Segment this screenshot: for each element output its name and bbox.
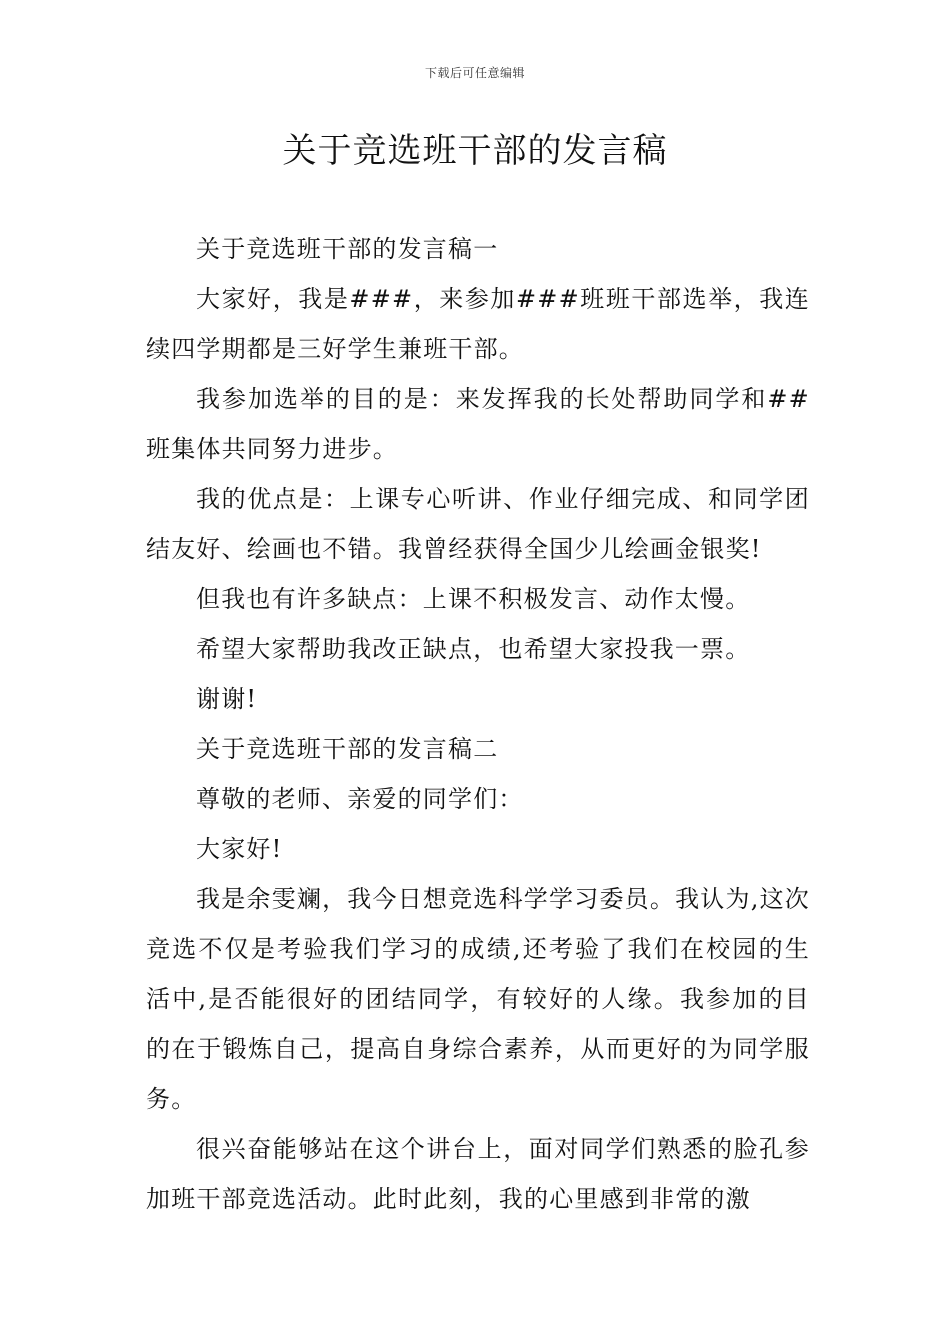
paragraph: 谢谢! xyxy=(196,685,258,713)
paragraph: 我的优点是：上课专心听讲、作业仔细完成、和同学团结友好、绘画也不错。我曾经获得全国少儿绘画金银奖! xyxy=(146,485,810,563)
paragraph: 大家好，我是###，来参加###班班干部选举，我连续四学期都是三好学生兼班干部。 xyxy=(146,285,810,363)
paragraph: 大家好! xyxy=(196,835,283,863)
document-body xyxy=(146,224,810,1224)
header-note: 下载后可任意编辑 xyxy=(424,66,525,80)
document-title: 关于竞选班干部的发言稿 xyxy=(282,131,668,171)
paragraph: 尊敬的老师、亲爱的同学们： xyxy=(196,785,524,813)
paragraph: 关于竞选班干部的发言稿二 xyxy=(196,735,499,763)
paragraph: 但我也有许多缺点：上课不积极发言、动作太慢。 xyxy=(196,585,751,613)
paragraph: 很兴奋能够站在这个讲台上，面对同学们熟悉的脸孔参加班干部竞选活动。此时此刻，我的心里感到非常的激 xyxy=(146,1135,810,1213)
paragraph: 希望大家帮助我改正缺点，也希望大家投我一票。 xyxy=(196,635,751,663)
paragraph: 我是余雯斓，我今日想竞选科学学习委员。我认为,这次竞选不仅是考验我们学习的成绩,还考验了我们在校园的生活中,是否能很好的团结同学，有较好的人缘。我参加的目的在于锻炼自己，提高自身综合素养，从而更好的为同学服务。 xyxy=(146,885,810,1113)
paragraph: 我参加选举的目的是：来发挥我的长处帮助同学和##班集体共同努力进步。 xyxy=(146,385,810,463)
paragraph: 关于竞选班干部的发言稿一 xyxy=(196,235,499,263)
